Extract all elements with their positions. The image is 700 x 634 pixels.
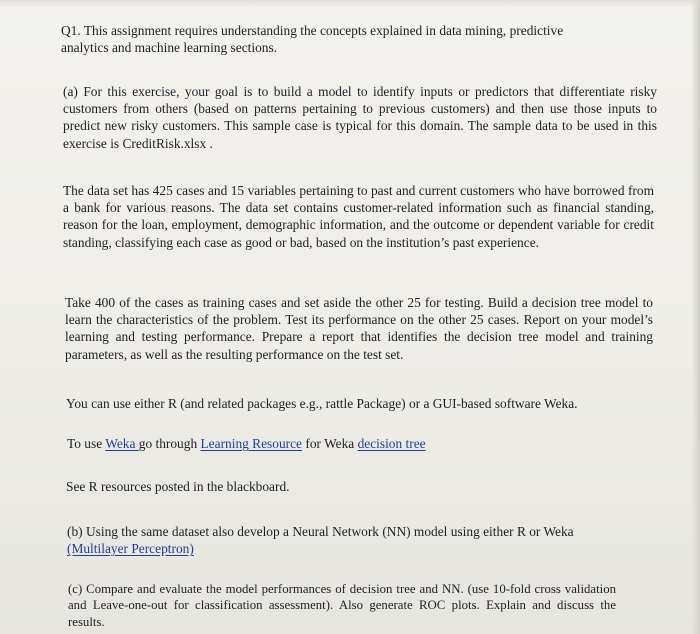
dataset-description-paragraph: The data set has 425 cases and 15 variables pertaining to past and current customers who have borrowed from a bank for various reasons. The data set contains customer-related information such as financial standing, reason for the loan, employment, demographic information, and the outcome or dependent variable for credit standing, classifying each case as good or bad, based on the institution’s past experience. [63,183,654,250]
multilayer-perceptron-link[interactable]: (Multilayer Perceptron) [67,541,194,557]
weka-middle-text: go through [138,436,201,451]
training-instructions-paragraph: Take 400 of the cases as training cases and set aside the other 25 for testing. Build a decision tree model to learn the characteristics of the problem. Test its performance on the other 25 cases. Report on your model’s learning and testing performance. Prepare a report that identifies the decision tree model and training parameters, as well as the resulting performance on the test set. [65,295,653,362]
page-top-shadow [0,0,700,8]
part-b-paragraph [67,523,667,557]
r-resources-note: See R resources posted in the blackboard. [66,479,290,494]
q1-line-1: Q1. This assignment requires understanding the concepts explained in data mining, predictive [61,23,564,38]
part-c-paragraph: (c) Compare and evaluate the model performances of decision tree and NN. (use 10-fold cross validation and Leave-one-out for classification assessment). Also generate ROC plots. Explain and discuss the results. [68,582,616,629]
weka-link[interactable]: Weka [105,436,139,451]
decision-tree-link[interactable]: decision tree [357,436,426,451]
q1-line-2: analytics and machine learning sections. [61,40,278,56]
page-right-edge [691,0,700,634]
question-1-heading [61,22,661,56]
learning-resource-link[interactable]: Learning Resource [200,436,303,451]
weka-prefix-text: To use [67,436,106,451]
part-a-paragraph: (a) For this exercise, your goal is to build a model to identify inputs or predictors that differentiate risky customers from others (based on patterns pertaining to previous customers) and then use those inputs to predict new risky customers. This sample case is typical for this domain. The sample data to be used in this exercise is CreditRisk.xlsx . [63,84,657,151]
tools-sentence: You can use either R (and related packages e.g., rattle Package) or a GUI-based software Weka. [66,396,578,411]
weka-for-text: for Weka [302,436,358,451]
weka-instructions [67,435,667,452]
part-b-line-1: (b) Using the same dataset also develop a Neural Network (NN) model using either R or Weka [67,524,574,539]
